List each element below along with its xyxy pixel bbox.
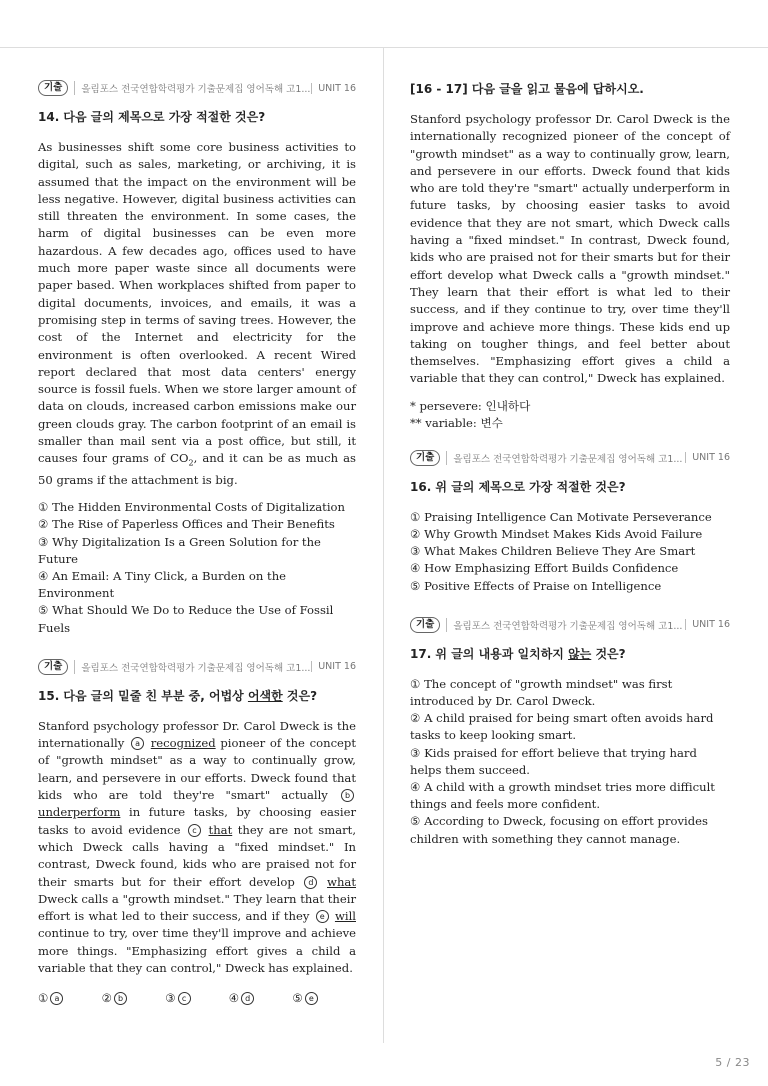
footnote: * persevere: 인내하다	[410, 398, 531, 413]
answer-options	[410, 676, 730, 848]
option-letter: a	[50, 992, 63, 1005]
marker-b: b	[341, 789, 354, 802]
option-number: ⑤	[292, 991, 303, 1006]
option-2[interactable]	[102, 991, 166, 1005]
question-15	[38, 659, 356, 1005]
passage-text: continue to try, over time they'll improve and achieve more things. "Emphasizing effort gives a child a variable that they can control," Dweck has explained.	[38, 926, 356, 976]
question-title: 16. 위 글의 제목으로 가장 적절한 것은?	[410, 479, 626, 494]
option-number: ④	[228, 991, 240, 1006]
question-title	[38, 687, 356, 704]
title-emphasis: 어색한	[247, 688, 283, 703]
answer-options	[38, 499, 356, 637]
source-label: 올림포스 전국연합학력평가 기출문제집 영어독해 고1...	[74, 660, 311, 674]
source-label: 올림포스 전국연합학력평가 기출문제집 영어독해 고1...	[446, 451, 685, 465]
unit-label: UNIT 16	[685, 619, 730, 630]
answer-options	[38, 991, 356, 1005]
question-title: 14. 다음 글의 제목으로 가장 적절한 것은?	[38, 110, 266, 124]
header-rule	[0, 47, 768, 48]
passage-text: Stanford psychology professor Dr. Carol Dweck is the internationally	[38, 718, 356, 751]
option-number: ①	[38, 991, 49, 1006]
question-tag	[38, 80, 356, 96]
marker-d: d	[304, 876, 317, 889]
title-text: 15. 다음 글의 밑줄 친 부분 중, 어법상	[38, 688, 248, 703]
option-3[interactable]: ③ Why Digitalization Is a Green Solution for the Future	[38, 534, 321, 566]
option-5[interactable]: ⑤ Positive Effects of Praise on Intelligence	[410, 578, 662, 593]
option-2[interactable]: ② The Rise of Paperless Offices and Their Benefits	[38, 517, 335, 532]
source-label: 올림포스 전국연합학력평가 기출문제집 영어독해 고1...	[74, 81, 311, 95]
option-1[interactable]: ① The Hidden Environmental Costs of Digitalization	[38, 500, 345, 515]
option-1[interactable]	[38, 991, 102, 1005]
option-letter: b	[114, 992, 127, 1005]
passage-text: in future tasks, by choosing easier tasks to avoid evidence	[38, 805, 356, 837]
marker-e: e	[316, 910, 329, 923]
option-2[interactable]: ② A child praised for being smart often avoids hard tasks to keep looking smart.	[410, 711, 714, 743]
passage-text: pioneer of the concept of "growth mindset" as a way to continually grow, learn, and persevere in our efforts. Dweck found that kids who are told they're "smart" actually	[38, 736, 357, 803]
option-5[interactable]: ⑤ What Should We Do to Reduce the Use of Fossil Fuels	[38, 603, 334, 635]
right-column	[410, 80, 730, 870]
left-column	[38, 80, 356, 1027]
option-5[interactable]	[292, 991, 356, 1005]
underlined-d: what	[327, 874, 356, 889]
marker-c: c	[188, 824, 201, 837]
question-16	[410, 450, 730, 595]
option-letter: c	[178, 992, 191, 1005]
title-text: 것은?	[282, 688, 318, 703]
exam-badge: 기출	[410, 450, 440, 466]
underlined-b: underperform	[38, 805, 121, 820]
option-letter: d	[241, 992, 254, 1005]
option-4[interactable]: ④ A child with a growth mindset tries more difficult things and feels more confident.	[410, 779, 715, 812]
underlined-a: recognized	[150, 736, 216, 751]
question-17	[410, 617, 730, 848]
option-4[interactable]: ④ How Emphasizing Effort Builds Confidence	[410, 561, 679, 576]
option-3[interactable]: ③ Kids praised for effort believe that trying hard helps them succeed.	[410, 745, 697, 777]
question-tag	[410, 450, 730, 466]
section-heading: [16 - 17] 다음 글을 읽고 물음에 답하시오.	[410, 82, 644, 96]
option-1[interactable]: ① Praising Intelligence Can Motivate Perseverance	[410, 509, 712, 524]
question-tag	[38, 659, 356, 675]
page-number: 5 / 23	[715, 1056, 750, 1069]
answer-options	[410, 509, 730, 595]
underlined-c: that	[208, 822, 233, 837]
option-2[interactable]: ② Why Growth Mindset Makes Kids Avoid Failure	[410, 526, 703, 541]
option-letter: e	[305, 992, 318, 1005]
shared-passage: Stanford psychology professor Dr. Carol Dweck is the internationally recognized pioneer of the concept of "growth mindset" as a way to continually grow, learn, and persevere in our efforts. Dweck found that kids who are told they're "smart" actually underperform in future tasks, by choosing easier tasks to avoid evidence that they are not smart, which Dweck calls having a "fixed mindset." In contrast, Dweck found, kids who are praised not for their smarts but for their effort develop what Dweck calls a "growth mindset." They learn that their effort is what led to their success, and if they continue to try, over time they'll improve and achieve more things. These kids end up taking on tougher things, and feel better about themselves. "Emphasizing effort gives a child a variable that they can control," Dweck has explained.	[410, 112, 730, 386]
passage-text: , and it can be as much as 50 grams if the attachment is big.	[38, 451, 356, 487]
question-14	[38, 80, 356, 637]
unit-label: UNIT 16	[685, 452, 730, 463]
question-passage	[38, 139, 356, 489]
option-4[interactable]	[229, 991, 293, 1005]
title-text: 것은?	[591, 646, 626, 661]
passage-text: Dweck calls a "growth mindset." They learn that their effort is what led to their success, and if they	[38, 891, 356, 924]
underlined-e: will	[334, 909, 356, 924]
option-5[interactable]: ⑤ According to Dweck, focusing on effort provides children with something they cannot manage.	[410, 814, 708, 846]
option-3[interactable]	[165, 991, 229, 1005]
option-3[interactable]: ③ What Makes Children Believe They Are Smart	[410, 544, 696, 559]
passage-text: As businesses shift some core business activities to digital, such as sales, marketing, or archiving, it is assumed that the impact on the environment will be less negative. However, digital business activities can still threaten the environment. In some cases, the harm of digital businesses can be even more hazardous. A few decades ago, offices used to have much more paper waste since all documents were paper based. When workplaces shifted from paper to digital documents, invoices, and emails, it was a promising step in terms of saving trees. However, the cost of the Internet and electricity for the environment is often overlooked. A recent Wired report declared that most data centers' energy source is fossil fuels. When we store larger amount of data on clouds, increased carbon emissions make our green clouds gray. The carbon footprint of an email is smaller than mail sent via a post office, but still, it causes four grams of CO	[38, 140, 356, 466]
passage-text: they are not smart, which Dweck calls having a "fixed mindset." In contrast, Dweck found, kids who are praised not for their smarts but for their effort develop	[38, 822, 357, 889]
title-text: 17. 위 글의 내용과 일치하지	[410, 646, 569, 661]
subscript: 2	[188, 458, 194, 468]
marker-a: a	[131, 737, 144, 750]
exam-badge: 기출	[410, 617, 440, 633]
unit-label: UNIT 16	[311, 661, 356, 672]
column-divider	[383, 48, 384, 1043]
unit-label: UNIT 16	[311, 83, 356, 94]
option-number: ③	[165, 991, 176, 1006]
source-label: 올림포스 전국연합학력평가 기출문제집 영어독해 고1...	[446, 618, 685, 632]
option-4[interactable]: ④ An Email: A Tiny Click, a Burden on the Environment	[38, 569, 287, 601]
question-passage	[38, 718, 356, 977]
question-title	[410, 645, 730, 662]
option-number: ②	[101, 991, 112, 1006]
option-1[interactable]: ① The concept of "growth mindset" was first introduced by Dr. Carol Dweck.	[410, 676, 673, 708]
title-emphasis: 않는	[568, 646, 592, 661]
footnotes	[410, 398, 730, 432]
question-tag	[410, 617, 730, 633]
exam-badge: 기출	[38, 659, 68, 675]
footnote: ** variable: 변수	[410, 415, 503, 430]
exam-badge: 기출	[38, 80, 68, 96]
